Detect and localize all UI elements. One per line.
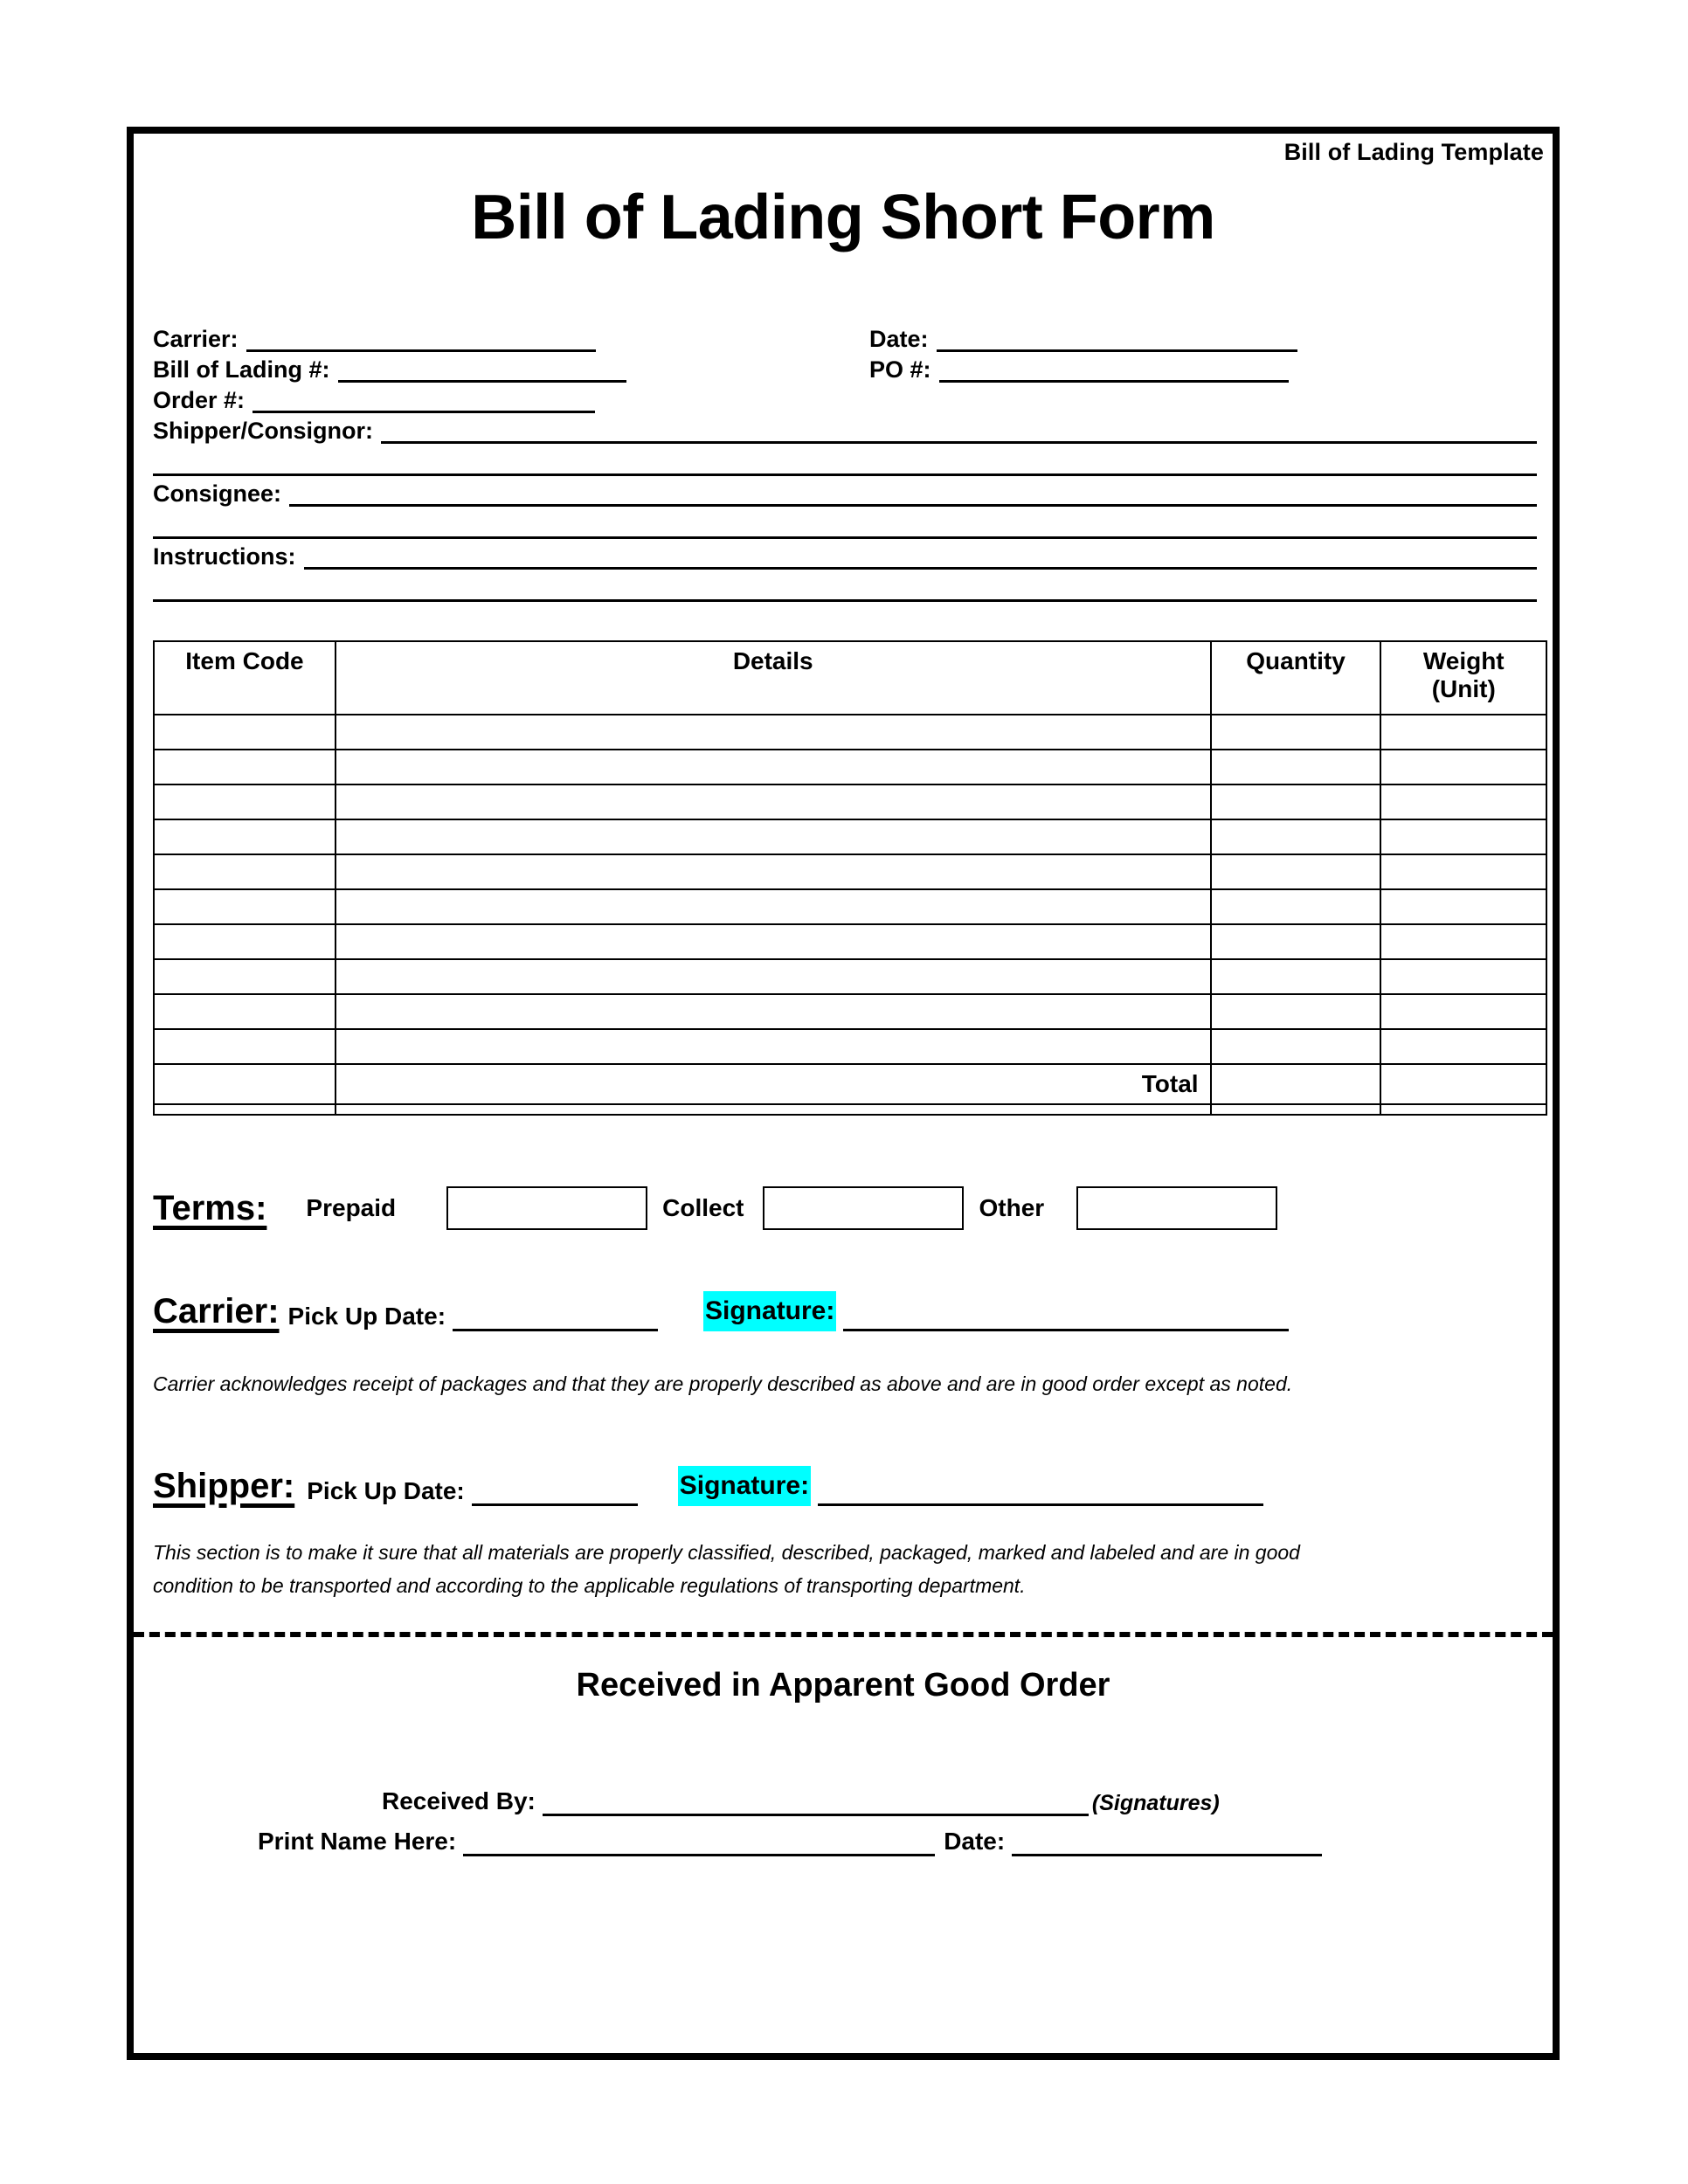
cell-item-code[interactable]	[154, 750, 336, 784]
cell-details[interactable]	[336, 784, 1211, 819]
signatures-note: (Signatures)	[1091, 1791, 1220, 1815]
print-name-row	[153, 1816, 1537, 1856]
order-number-label: Order #:	[153, 387, 246, 413]
terms-prepaid-label: Prepaid	[306, 1194, 397, 1221]
field-row-carrier-date	[153, 321, 1537, 352]
consignee-label: Consignee:	[153, 480, 282, 507]
total-label: Total	[336, 1064, 1211, 1104]
cell-quantity[interactable]	[1211, 959, 1381, 994]
received-section	[153, 1776, 1537, 1856]
field-row-bol-po	[153, 352, 1537, 383]
cell-quantity[interactable]	[1211, 924, 1381, 959]
cell-details[interactable]	[336, 854, 1211, 889]
table-row[interactable]	[154, 715, 1546, 750]
instructions-input-line2[interactable]	[153, 570, 1537, 602]
cell-total-quantity[interactable]	[1211, 1064, 1381, 1104]
terms-prepaid-checkbox[interactable]	[446, 1186, 647, 1230]
cell-quantity[interactable]	[1211, 784, 1381, 819]
cell-weight[interactable]	[1380, 819, 1546, 854]
carrier-heading: Carrier:	[153, 1292, 280, 1330]
column-header-weight	[1380, 641, 1546, 715]
carrier-pickup-date-input[interactable]	[453, 1303, 658, 1331]
received-date-input[interactable]	[1012, 1828, 1322, 1856]
cell-footer-details	[336, 1104, 1211, 1115]
instructions-rule	[153, 570, 1537, 602]
shipper-signature-label: Signature:	[678, 1466, 811, 1506]
carrier-signature-label: Signature:	[703, 1291, 836, 1331]
table-row-footer	[154, 1104, 1546, 1115]
cell-item-code[interactable]	[154, 889, 336, 924]
cell-quantity[interactable]	[1211, 1029, 1381, 1064]
shipper-consignor-label: Shipper/Consignor:	[153, 418, 373, 444]
cell-footer-item-code	[154, 1104, 336, 1115]
terms-section	[153, 1182, 1537, 1234]
table-row[interactable]	[154, 819, 1546, 854]
table-row[interactable]	[154, 924, 1546, 959]
cell-item-code[interactable]	[154, 1029, 336, 1064]
received-by-label: Received By:	[382, 1787, 536, 1814]
cell-total-spacer	[154, 1064, 336, 1104]
cell-weight[interactable]	[1380, 889, 1546, 924]
field-row-consignee	[153, 476, 1537, 507]
cell-details[interactable]	[336, 924, 1211, 959]
cell-item-code[interactable]	[154, 959, 336, 994]
field-row-order	[153, 383, 1537, 413]
field-row-shipper	[153, 413, 1537, 444]
table-row[interactable]	[154, 889, 1546, 924]
order-number-input[interactable]	[253, 388, 595, 413]
carrier-signature-input[interactable]	[843, 1303, 1289, 1331]
terms-other-checkbox[interactable]	[1076, 1186, 1277, 1230]
cell-total-weight[interactable]	[1380, 1064, 1546, 1104]
cell-item-code[interactable]	[154, 854, 336, 889]
table-row[interactable]	[154, 994, 1546, 1029]
bill-of-lading-number-label: Bill of Lading #:	[153, 356, 330, 383]
cell-details[interactable]	[336, 1029, 1211, 1064]
table-row-total[interactable]	[154, 1064, 1546, 1104]
cell-details[interactable]	[336, 889, 1211, 924]
instructions-input[interactable]	[304, 544, 1537, 570]
cell-details[interactable]	[336, 819, 1211, 854]
received-by-row	[153, 1776, 1537, 1816]
shipper-consignor-rule	[153, 444, 1537, 476]
cell-details[interactable]	[336, 994, 1211, 1029]
po-number-input[interactable]	[939, 357, 1289, 383]
cell-item-code[interactable]	[154, 924, 336, 959]
table-row[interactable]	[154, 854, 1546, 889]
carrier-input[interactable]	[246, 327, 596, 352]
date-input[interactable]	[937, 327, 1297, 352]
cell-item-code[interactable]	[154, 715, 336, 750]
document-body	[134, 134, 1553, 2053]
cell-item-code[interactable]	[154, 784, 336, 819]
terms-collect-label: Collect	[662, 1194, 744, 1221]
cell-item-code[interactable]	[154, 819, 336, 854]
cell-details[interactable]	[336, 750, 1211, 784]
carrier-section	[153, 1282, 1537, 1331]
cell-quantity[interactable]	[1211, 889, 1381, 924]
cell-footer-weight	[1380, 1104, 1546, 1115]
table-row[interactable]	[154, 959, 1546, 994]
document-page	[127, 127, 1560, 2060]
template-tag: Bill of Lading Template	[1283, 139, 1544, 165]
date-label: Date:	[869, 326, 929, 352]
shipper-pickup-date-label: Pick Up Date:	[307, 1477, 465, 1504]
consignee-input[interactable]	[289, 481, 1537, 507]
column-header-item-code: Item Code	[154, 641, 336, 715]
cell-item-code[interactable]	[154, 994, 336, 1029]
cell-weight[interactable]	[1380, 924, 1546, 959]
cell-weight[interactable]	[1380, 959, 1546, 994]
header-fields	[153, 321, 1537, 602]
cell-details[interactable]	[336, 715, 1211, 750]
bill-of-lading-number-input[interactable]	[338, 357, 626, 383]
po-number-label: PO #:	[869, 356, 931, 383]
table-row[interactable]	[154, 1029, 1546, 1064]
cell-details[interactable]	[336, 959, 1211, 994]
column-header-details: Details	[336, 641, 1211, 715]
cell-quantity[interactable]	[1211, 854, 1381, 889]
cell-weight[interactable]	[1380, 784, 1546, 819]
shipper-legal-note-line1: This section is to make it sure that all materials are properly classified, described, packaged, marked and labeled and are in good	[153, 1541, 1300, 1564]
cell-quantity[interactable]	[1211, 819, 1381, 854]
terms-heading: Terms:	[153, 1188, 267, 1227]
terms-other-label: Other	[979, 1194, 1045, 1221]
cell-weight[interactable]	[1380, 854, 1546, 889]
cell-quantity[interactable]	[1211, 750, 1381, 784]
consignee-rule	[153, 507, 1537, 539]
received-date-label: Date:	[944, 1828, 1006, 1855]
shipper-heading: Shipper:	[153, 1467, 295, 1505]
items-table-header-row	[154, 641, 1546, 715]
shipper-signature-input[interactable]	[818, 1477, 1263, 1506]
carrier-label: Carrier:	[153, 326, 239, 352]
cell-weight[interactable]	[1380, 715, 1546, 750]
items-table-body	[154, 715, 1546, 1115]
column-header-quantity: Quantity	[1211, 641, 1381, 715]
column-header-weight-line2: (Unit)	[1431, 675, 1496, 702]
shipper-pickup-date-input[interactable]	[472, 1477, 638, 1506]
instructions-label: Instructions:	[153, 543, 296, 570]
received-section-title: Received in Apparent Good Order	[576, 1667, 1110, 1704]
shipper-section	[153, 1457, 1537, 1506]
terms-collect-checkbox[interactable]	[763, 1186, 964, 1230]
table-row[interactable]	[154, 784, 1546, 819]
shipper-consignor-input-line2[interactable]	[153, 444, 1537, 476]
cell-footer-quantity	[1211, 1104, 1381, 1115]
cell-quantity[interactable]	[1211, 715, 1381, 750]
table-row[interactable]	[154, 750, 1546, 784]
consignee-input-line2[interactable]	[153, 507, 1537, 539]
page-title: Bill of Lading Short Form	[471, 183, 1215, 252]
carrier-pickup-date-label: Pick Up Date:	[287, 1303, 446, 1330]
print-name-input[interactable]	[463, 1828, 935, 1856]
cell-weight[interactable]	[1380, 750, 1546, 784]
cell-weight[interactable]	[1380, 1029, 1546, 1064]
print-name-label: Print Name Here:	[258, 1828, 457, 1855]
items-table	[153, 640, 1547, 1116]
cell-quantity[interactable]	[1211, 994, 1381, 1029]
received-by-input[interactable]	[543, 1787, 1089, 1816]
field-row-instructions	[153, 539, 1537, 570]
shipper-legal-note	[153, 1536, 1537, 1602]
cell-weight[interactable]	[1380, 994, 1546, 1029]
tear-line-divider	[134, 1632, 1553, 1637]
shipper-consignor-input[interactable]	[381, 418, 1537, 444]
carrier-legal-note: Carrier acknowledges receipt of packages and that they are properly described as above and are in good order except as noted.	[153, 1372, 1293, 1395]
column-header-weight-line1: Weight	[1422, 647, 1505, 674]
shipper-legal-note-line2: condition to be transported and according to the applicable regulations of transporting department.	[153, 1574, 1026, 1597]
